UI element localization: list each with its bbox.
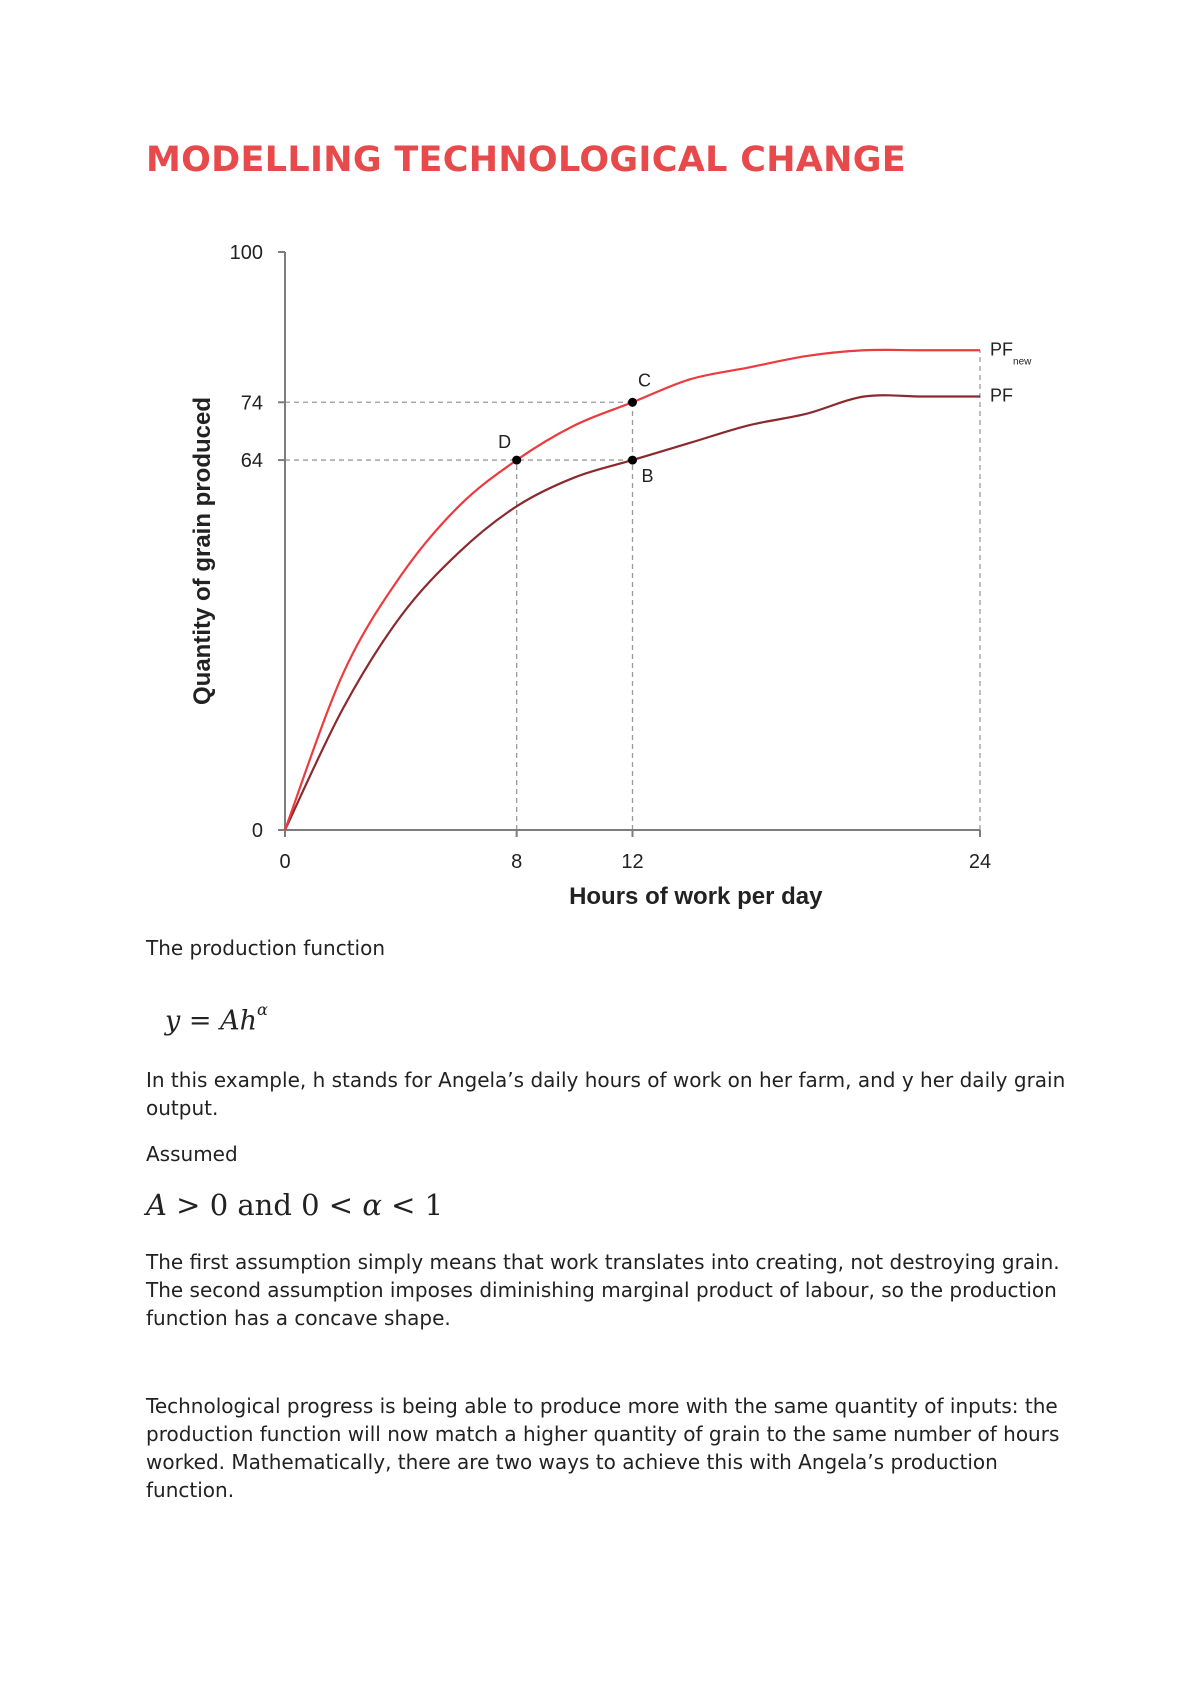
technological-progress-paragraph: Technological progress is being able to produce more with the same quantity of inputs: the production function will now match a higher quantity of grain to the same number of hours worked. Mathematically, there are two ways to achieve this with Angela’s production function. bbox=[146, 1394, 1060, 1502]
assumption-gt: > bbox=[176, 1188, 201, 1222]
point-B bbox=[628, 456, 637, 465]
y-tick-label: 64 bbox=[240, 450, 263, 473]
assumption-formula bbox=[146, 1188, 443, 1222]
x-tick-label: 12 bbox=[621, 851, 644, 873]
x-tick-label: 8 bbox=[511, 851, 523, 873]
y-tick-label: 0 bbox=[251, 820, 263, 842]
labelled-points bbox=[498, 370, 653, 486]
assumption-alpha: α bbox=[362, 1188, 382, 1222]
assumption-A: A bbox=[146, 1188, 167, 1222]
point-label-D: D bbox=[498, 432, 512, 453]
formula-A: A bbox=[220, 1005, 240, 1037]
assumption-zero-2: 0 bbox=[301, 1188, 320, 1222]
series-label: $PF_{new}$ bbox=[990, 339, 1032, 368]
point-label-B: B bbox=[641, 466, 654, 487]
point-label-C: C bbox=[638, 370, 651, 391]
production-function-chart bbox=[180, 232, 1040, 922]
assumption-lt-2: < bbox=[391, 1188, 416, 1222]
assumed-label: Assumed bbox=[146, 1142, 238, 1166]
y-axis-label: Quantity of grain produced bbox=[189, 396, 216, 706]
page-title: MODELLING TECHNOLOGICAL CHANGE bbox=[146, 140, 906, 180]
x-axis-label: Hours of work per day bbox=[569, 883, 823, 910]
production-function-formula bbox=[165, 1000, 268, 1037]
guide-lines bbox=[285, 350, 980, 830]
axes bbox=[278, 252, 980, 837]
example-paragraph: In this example, h stands for Angela’s daily hours of work on her farm, and y her daily grain output. bbox=[146, 1068, 1066, 1120]
y-tick-label: 74 bbox=[240, 392, 263, 415]
x-tick-label: 24 bbox=[968, 851, 992, 873]
formula-equals: = bbox=[188, 1005, 212, 1037]
formula-y: y bbox=[165, 1005, 181, 1037]
assumption-lt-1: < bbox=[328, 1188, 354, 1222]
point-C bbox=[628, 398, 637, 407]
assumptions-explanation-paragraph: The first assumption simply means that work translates into creating, not destroying grain. The second assumption imposes diminishing marginal product of labour, so the production function has a concave shape. bbox=[146, 1250, 1060, 1330]
tick-labels bbox=[230, 242, 992, 873]
y-tick-label: 100 bbox=[229, 242, 263, 264]
production-function-heading: The production function bbox=[146, 936, 386, 960]
point-D bbox=[512, 456, 521, 465]
assumption-and: and bbox=[237, 1188, 292, 1222]
assumption-zero-1: 0 bbox=[209, 1188, 229, 1222]
formula-exponent: α bbox=[256, 1000, 268, 1019]
series-label: PF bbox=[990, 385, 1014, 406]
series-lines bbox=[285, 339, 1032, 830]
formula-h: h bbox=[239, 1005, 257, 1037]
x-tick-label: 0 bbox=[279, 851, 291, 873]
assumption-one: 1 bbox=[424, 1188, 444, 1222]
series-label-subscript: new bbox=[1013, 356, 1032, 368]
